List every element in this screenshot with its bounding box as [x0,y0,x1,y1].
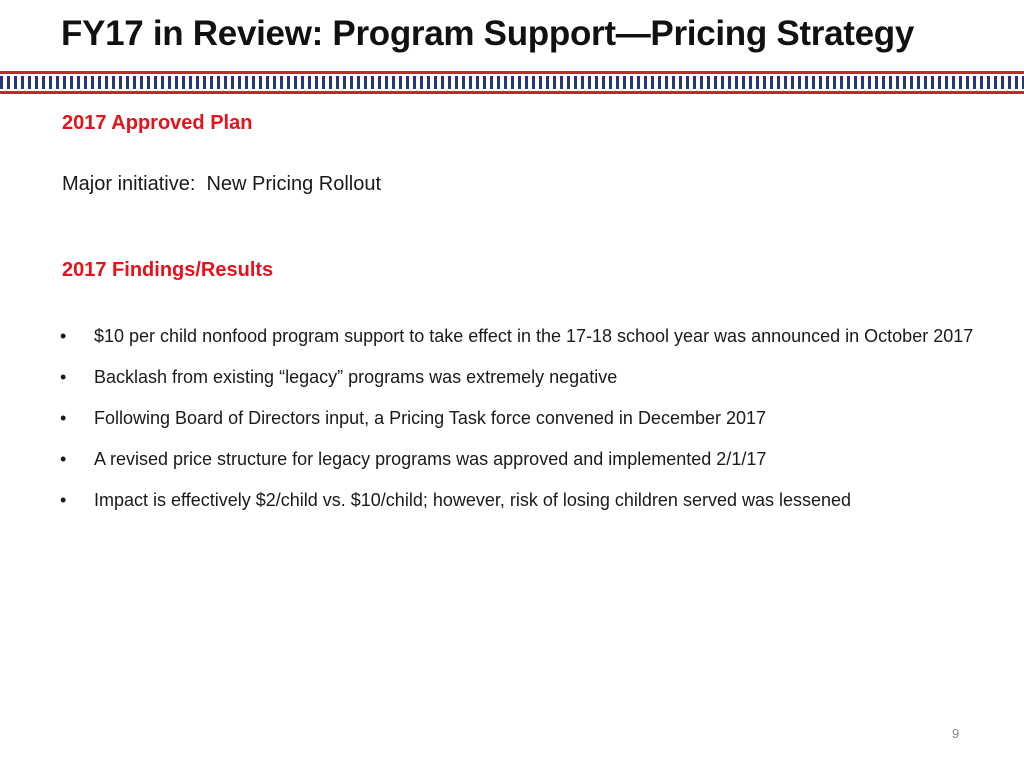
bullet-text: $10 per child nonfood program support to take effect in the 17-18 school year was announced in October 2017 [94,326,974,346]
bullet-text: Following Board of Directors input, a Pricing Task force convened in December 2017 [94,408,767,428]
bullet-icon: • [60,326,67,346]
findings-heading: 2017 Findings/Results [62,259,274,281]
flag-stripe-divider [0,71,1024,94]
approved-plan-heading: 2017 Approved Plan [62,112,253,134]
page-number: 9 [952,726,960,741]
divider-bottom-line [0,91,1024,94]
list-item [60,316,1000,357]
bullet-text: A revised price structure for legacy programs was approved and implemented 2/1/17 [94,449,767,469]
bullet-icon: • [60,490,67,510]
list-item [60,480,1000,521]
slide-title: FY17 in Review: Program Support—Pricing Strategy [61,14,915,53]
bullet-icon: • [60,449,67,469]
findings-list [60,316,1000,521]
bullet-text: Backlash from existing “legacy” programs was extremely negative [94,367,618,387]
list-item [60,398,1000,439]
divider-top-line [0,71,1024,74]
list-item [60,439,1000,480]
bullet-icon: • [60,367,67,387]
bullet-text: Impact is effectively $2/child vs. $10/child; however, risk of losing children served was lessened [94,490,852,510]
list-item [60,357,1000,398]
major-initiative-text: Major initiative: New Pricing Rollout [62,173,382,195]
divider-stripes [0,76,1024,89]
bullet-icon: • [60,408,67,428]
